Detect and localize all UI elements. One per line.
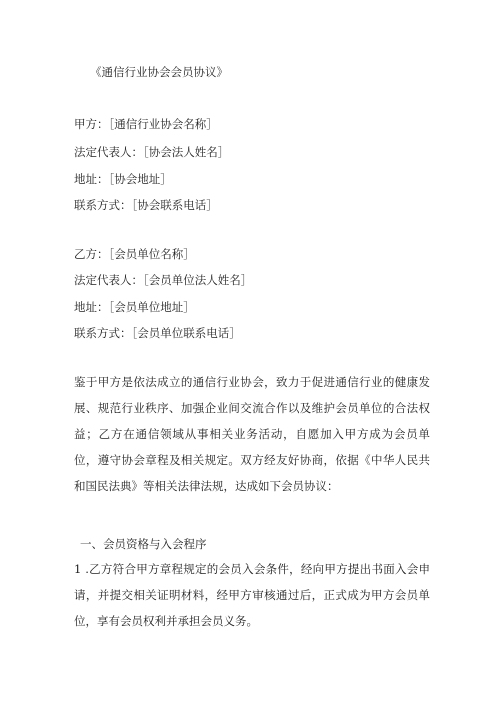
party-a-address: 地址：［协会地址］	[74, 172, 172, 186]
document-title: 《通信行业协会会员协议》	[90, 65, 228, 79]
party-a-contact: 联系方式：［协会联系电话］	[74, 198, 218, 212]
party-a-name: 甲方：［通信行业协会名称］	[74, 117, 218, 131]
section-1-clause-1: 1 .乙方符合甲方章程规定的会员入会条件，经向甲方提出书面入会申请，并提交相关证明材料，经甲方审核通过后，正式成为甲方会员单位，享有会员权利并承担会员义务。	[74, 562, 430, 628]
section-1-heading: 一、会员资格与入会程序	[80, 537, 207, 551]
party-b-representative: 法定代表人：［会员单位法人姓名］	[74, 273, 253, 287]
party-a-representative: 法定代表人：［协会法人姓名］	[74, 145, 230, 159]
party-b-name: 乙方：［会员单位名称］	[74, 247, 195, 261]
party-b-contact: 联系方式：［会员单位联系电话］	[74, 326, 241, 340]
party-b-address: 地址：［会员单位地址］	[74, 300, 195, 314]
preamble-paragraph: 鉴于甲方是依法成立的通信行业协会，致力于促进通信行业的健康发展、规范行业秩序、加强企业间交流合作以及维护会员单位的合法权益；乙方在通信领域从事相关业务活动，自愿加入甲方成为会员单位，遵守协会章程及相关规定。双方经友好协商，依据《中华人民共和国民法典》等相关法律法规，达成如下会员协议：	[74, 375, 430, 493]
